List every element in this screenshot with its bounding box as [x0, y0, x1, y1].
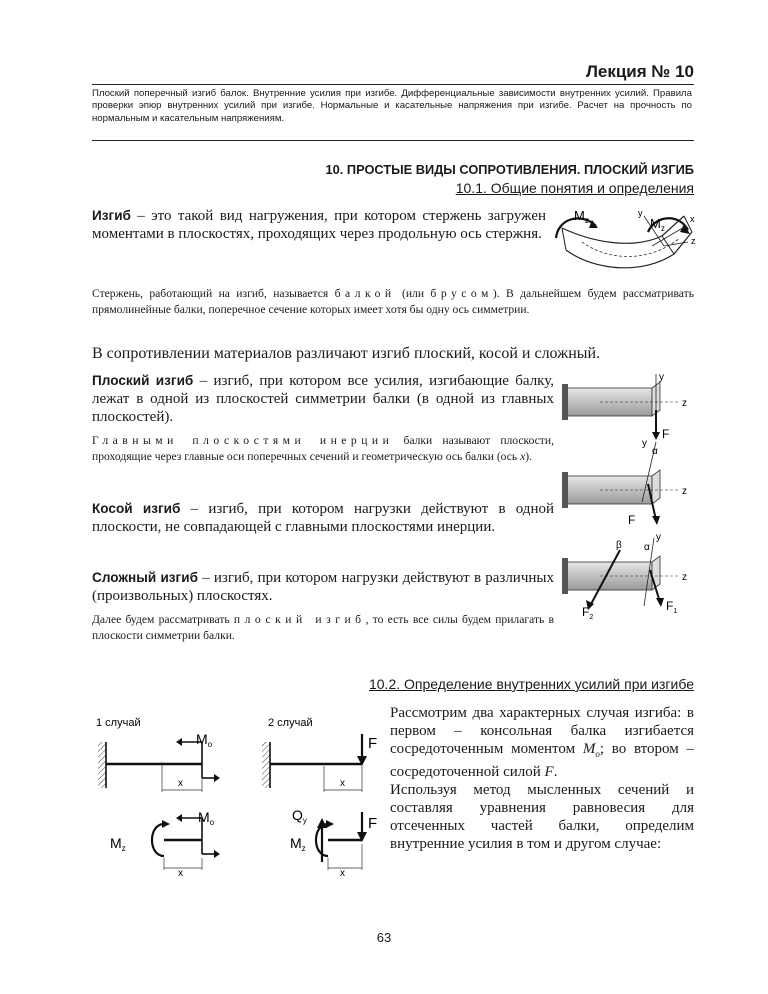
case-1-label: 1 случай [96, 717, 141, 729]
complex-bending-beam [562, 532, 687, 620]
case1-section-x-dim: x [178, 868, 183, 879]
case2-x-dim: x [340, 778, 345, 789]
term-plane-bending: Плоский изгиб [92, 373, 194, 388]
bending-types-figure [560, 370, 700, 620]
page-number: 63 [376, 930, 392, 945]
beam3-y-label: y [656, 532, 661, 543]
chapter-title: 10. ПРОСТЫЕ ВИДЫ СОПРОТИВЛЕНИЯ. ПЛОСКИЙ ИЗГИБ [325, 162, 694, 177]
case2-beam [262, 734, 377, 792]
case2-section-force-label: F [368, 815, 378, 832]
case2-qy-label: $Q_y$ [292, 807, 307, 825]
beam2-z-label: z [682, 486, 687, 497]
mz-label-right: $M_z$ [650, 216, 665, 233]
case2-mz-label: $M_z$ [290, 835, 306, 853]
bending-definition: Изгиб – это такой вид нагружения, при котором стержень загружен моментами в плоскостях, проходящих через продольную ось стержня. [92, 208, 546, 242]
case1-section [110, 809, 220, 879]
beam2-force-label: F [628, 513, 636, 527]
plane-bending-beam [562, 372, 687, 441]
further-paragraph: Далее будем рассматривать плоский изгиб, то есть все силы будем прилагать в плоскости симметрии балки. [92, 613, 555, 642]
case1-x-dim: x [178, 778, 183, 789]
principal-planes-definition: Главными плоскостями инерции балки называют плоскости, проходящие через главные оси поперечных сечений и геометрическую ось балки (ось x). [92, 434, 554, 463]
beam2-alpha-label: α [652, 446, 658, 457]
beam1-force-label: F [662, 427, 670, 441]
beam1-y-label: y [659, 372, 664, 383]
term-oblique-bending: Косой изгиб [92, 501, 181, 516]
case2-force-label: F [368, 735, 378, 752]
lecture-summary: Плоский поперечный изгиб балок. Внутренние усилия при изгибе. Дифференциальные зависимости внутренних усилий. Правила проверки эпюр внутренних усилий при изгибе. Нормальные и касательные напряжения при изгибе. Расчет на прочность по нормальным и касательным напряжениям. [92, 88, 692, 124]
axis-x-label: x [690, 214, 695, 224]
beam3-f2-label: $F_2$ [582, 605, 594, 620]
case1-section-mo-label: $M_o$ [198, 809, 215, 827]
kinds-sentence: В сопротивлении материалов различают изгиб плоский, косой и сложный. [92, 345, 601, 362]
beam3-f1-label: $F_1$ [666, 599, 678, 615]
case1-mo-label: $M_o$ [196, 731, 213, 749]
header-rule [92, 84, 694, 85]
beam3-alpha-label: α [644, 542, 650, 553]
method-paragraph: Используя метод мысленных сечений и составляя уравнения равновесия для отсеченных частей балки, определим внутренние усилия в том и другом случае: [390, 782, 694, 852]
complex-bending-definition: Сложный изгиб – изгиб, при котором нагрузки действуют в различных (произвольных) плоскостях. [92, 570, 554, 604]
section-1-title: 10.1. Общие понятия и определения [455, 180, 694, 196]
beam1-z-label: z [682, 398, 687, 409]
oblique-bending-definition: Косой изгиб – изгиб, при котором нагрузки действуют в одной плоскости, не совпадающей с главными плоскостями инерции. [92, 501, 554, 535]
axis-y-label: y [638, 208, 643, 218]
bending-bar-figure [552, 202, 700, 280]
mz-label-left: $M_z$ [574, 208, 589, 225]
case2-section-x-dim: x [340, 868, 345, 879]
section-2-text [390, 704, 694, 853]
case-2-label: 2 случай [268, 717, 313, 729]
section-2-title: 10.2. Определение внутренних усилий при изгибе [368, 676, 694, 692]
cases-paragraph: Рассмотрим два характерных случая изгиба: в первом – консольная балка изгибается сосредоточенным моментом $M_o$; во втором – сосредоточенной силой F. [390, 705, 694, 780]
cantilever-cases-figure [92, 712, 382, 892]
lecture-title: Лекция № 10 [585, 62, 694, 81]
oblique-bending-beam [562, 438, 687, 527]
term-complex-bending: Сложный изгиб [92, 570, 198, 585]
beam2-y-label: y [642, 438, 647, 449]
beam3-beta-label: β [616, 540, 622, 551]
plane-bending-definition: Плоский изгиб – изгиб, при котором все усилия, изгибающие балку, лежат в одной из плоскостей симметрии балки (в одной из главных плоскостей). [92, 373, 555, 425]
beam3-z-label: z [682, 572, 687, 583]
case1-beam [98, 731, 220, 792]
axis-z-label: z [691, 236, 696, 246]
case2-section [290, 807, 377, 879]
term-bending: Изгиб [92, 208, 131, 223]
case1-mz-label: $M_z$ [110, 835, 126, 853]
summary-rule [92, 140, 694, 141]
beam-paragraph: Стержень, работающий на изгиб, называется балкой (или брусом). В дальнейшем будем рассматривать прямолинейные балки, поперечное сечение которых имеет хотя бы одну ось симметрии. [92, 287, 694, 316]
